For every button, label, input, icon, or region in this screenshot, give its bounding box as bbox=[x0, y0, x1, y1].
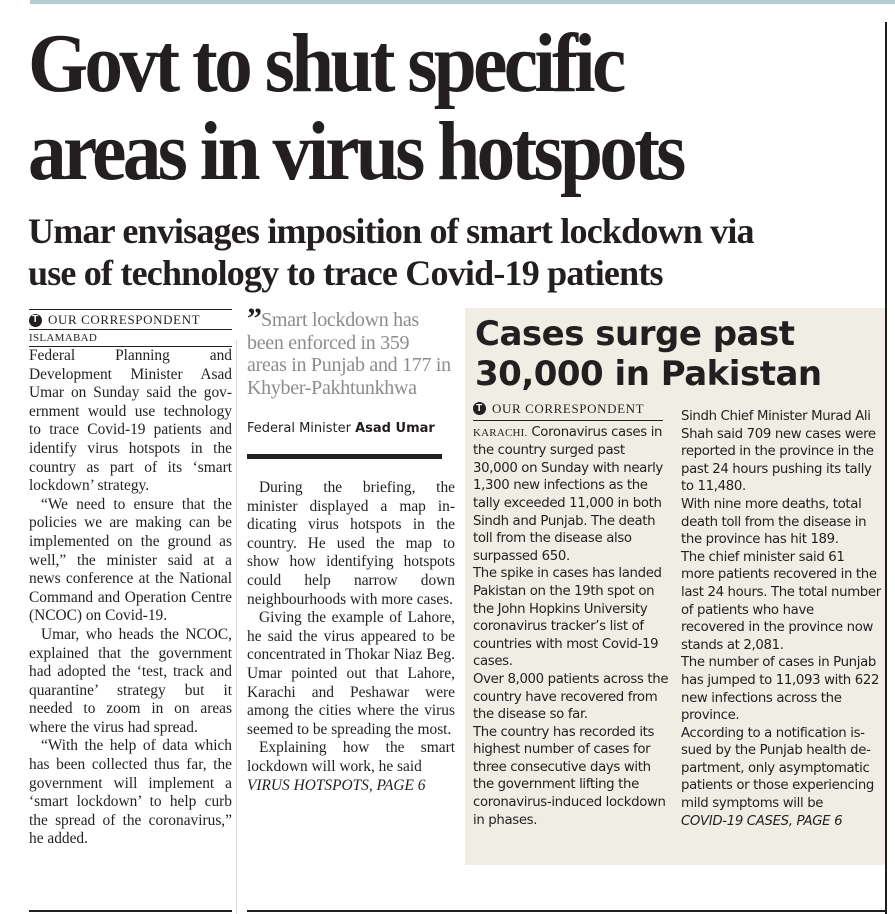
byline-text: OUR CORRESPONDENT bbox=[48, 312, 201, 327]
paragraph: According to a notification issued by the Punjab health department, only asymptomatic patients or those experiencing mild symptoms will be bbox=[681, 725, 874, 812]
pull-quote bbox=[247, 302, 452, 399]
t-logo-icon: T bbox=[473, 402, 486, 415]
attribution-title: Federal Minister bbox=[247, 421, 351, 436]
pull-quote-text: Smart lockdown has been enforced in 359 areas in Punjab and 177 in Khyber-Pakhtunkhwa bbox=[247, 309, 451, 399]
paragraph: Over 8,000 patients across the country have recovered from the disease so far. bbox=[473, 671, 669, 723]
sidebar-column-left bbox=[473, 400, 669, 829]
paragraph: During the briefing, the minister displayed a map indicating virus hotspots in the country. He used the map to show how identifying hotspots could help narrow down neighbourhoods with more cases. bbox=[247, 479, 455, 608]
paragraph: Giving the example of Lahore, he said the virus appeared to be concentrated in Thokar Niaz Beg. Umar pointed out that Lahore, Karachi and Peshawar were among the cities where the virus seemed to be spreading the most. bbox=[247, 609, 455, 738]
paragraph: With nine more deaths, total death toll from the disease in the province has hit 189. bbox=[681, 496, 867, 548]
paragraph: Umar, who heads the NCOC, explained that the government had adopted the ‘test, track and quarantine’ strategy but it needed to zoom in on areas where the virus had spread. bbox=[29, 625, 232, 736]
sidebar-dateline: KARACHI. bbox=[473, 426, 528, 439]
headline-line-2: areas in virus hotspots bbox=[28, 105, 683, 198]
sidebar-column-right bbox=[681, 408, 881, 830]
paragraph-text: Coronavirus cases in the country surged past 30,000 on Sunday with nearly 1,300 new infections as the tally exceeded 11,000 in both Sindh and Punjab. The death toll from the disease also surpassed 650. bbox=[473, 424, 663, 564]
main-headline bbox=[28, 17, 819, 198]
attribution-name: Asad Umar bbox=[355, 421, 435, 436]
paragraph: Explaining how the smart lockdown will work, he said bbox=[247, 739, 455, 775]
paragraph: The spike in cases has landed Pakistan on the 19th spot on the John Hopkins University coronavirus tracker’s list of countries with most Covid-19 cases. bbox=[473, 566, 662, 670]
sidebar-byline bbox=[473, 400, 663, 421]
pull-quote-attribution bbox=[247, 421, 452, 436]
column-divider bbox=[236, 340, 237, 914]
subhead-line-2: use of technology to trace Covid-19 patients bbox=[28, 253, 663, 293]
byline bbox=[29, 310, 232, 329]
paragraph bbox=[473, 424, 669, 566]
paragraph: “We need to ensure that the policies we are making can be implemented on the ground as well,” the minister said at a news conference at the National Command and Operation Centre (NCOC) on Covid-19. bbox=[29, 495, 232, 625]
subhead-line-1: Umar envisages imposition of smart lockdown via bbox=[28, 211, 754, 251]
sidebar-story-box bbox=[465, 308, 885, 865]
main-story-column-1 bbox=[29, 309, 232, 849]
continuation-jump-link[interactable]: VIRUS HOTSPOTS, PAGE 6 bbox=[247, 776, 426, 794]
column-1-body bbox=[29, 347, 232, 849]
paragraph: Federal Planning and Development Minister Asad Umar on Sunday said the government would use technology to trace Covid-19 patients and identify virus hotspots in the country as part of its ‘smart lockdown’ strategy. bbox=[29, 347, 232, 495]
sidebar-headline bbox=[475, 314, 822, 394]
pull-quote-rule bbox=[247, 454, 442, 459]
paragraph: Sindh Chief Minister Murad Ali Shah said 709 new cases were reported in the province in the past 24 hours pushing its tally to 11,480. bbox=[681, 409, 876, 495]
page-right-rule bbox=[885, 22, 887, 914]
bottom-rule bbox=[247, 910, 885, 912]
paragraph: The country has recorded its highest number of cases for three consecutive days with the government lifting the coronavirus-induced lockdown in phases. bbox=[473, 724, 666, 828]
dateline: ISLAMABAD bbox=[29, 332, 98, 344]
subheadline bbox=[28, 210, 888, 294]
top-color-bar bbox=[30, 0, 895, 4]
sidebar-headline-line-1: Cases surge past bbox=[475, 314, 795, 354]
paragraph: The number of cases in Punjab has jumped to 11,093 with 622 new infections across the province. bbox=[681, 655, 880, 724]
bottom-rule bbox=[29, 910, 232, 912]
paragraph: The chief minister said 61 more patients recovered in the last 24 hours. The total number of patients who have recovered in the province now stands at 2,081. bbox=[681, 549, 881, 653]
main-story-column-2 bbox=[247, 302, 455, 795]
t-logo-icon: T bbox=[29, 314, 42, 327]
column-2-body bbox=[247, 479, 455, 795]
continuation-jump-link[interactable]: COVID-19 CASES, PAGE 6 bbox=[681, 813, 843, 829]
quote-mark-icon: ” bbox=[247, 302, 259, 335]
sidebar-headline-line-2: 30,000 in Pakistan bbox=[475, 354, 822, 394]
headline-line-1: Govt to shut specific bbox=[28, 17, 623, 110]
paragraph: “With the help of data which has been collected thus far, the government will implement a ‘smart lockdown’ to help curb the spread of the coronavirus,” he added. bbox=[29, 737, 232, 848]
byline-text: OUR CORRESPONDENT bbox=[492, 401, 645, 416]
